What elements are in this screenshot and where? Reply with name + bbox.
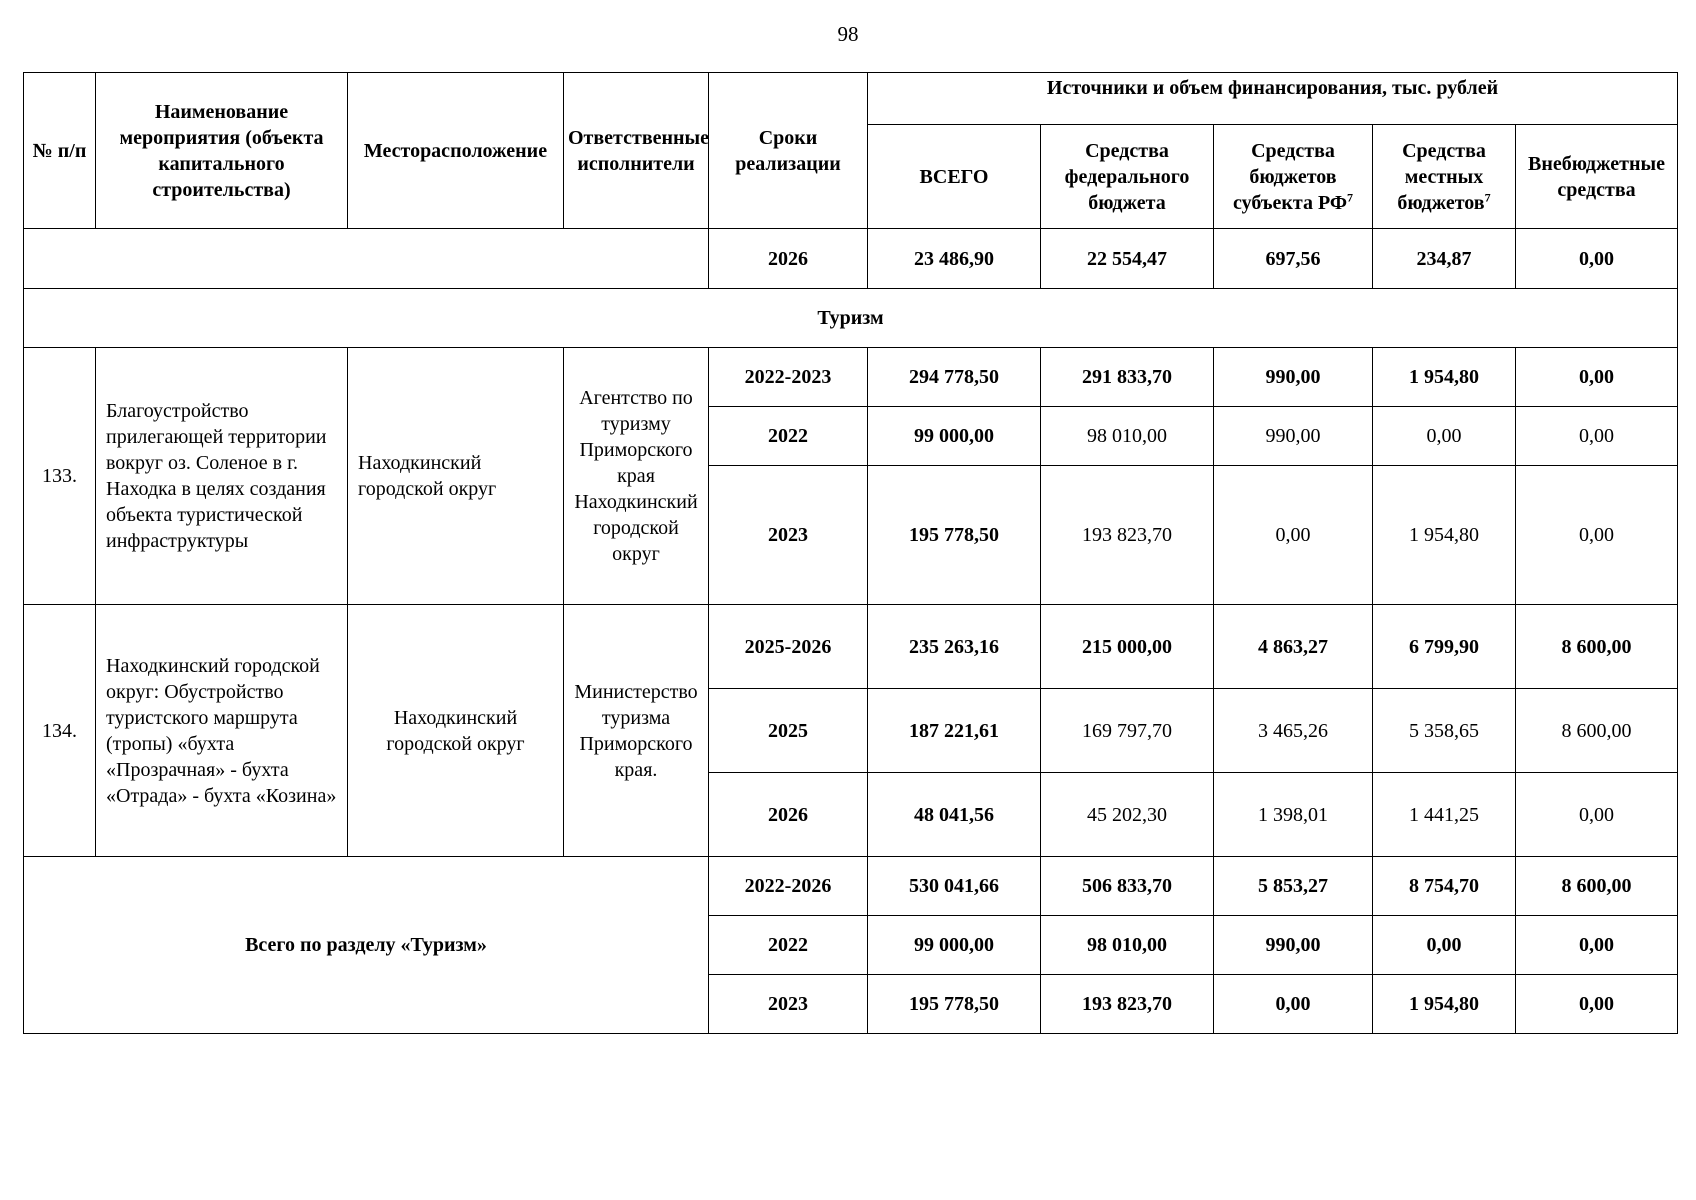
item-name: Находкинский городской округ: Обустройство туристского маршрута (тропы) «бухта «Прозрачная» - бухта «Отрада» - бухта «Козина» <box>96 605 348 857</box>
table-cell: 0,00 <box>1516 975 1678 1034</box>
header-financing: Источники и объем финансирования, тыс. рублей <box>868 73 1678 125</box>
table-cell: 187 221,61 <box>868 689 1041 773</box>
table-cell: 697,56 <box>1214 229 1373 289</box>
table-cell: 5 358,65 <box>1373 689 1516 773</box>
header-local-footnote: 7 <box>1484 189 1491 204</box>
header-name: Наименование мероприятия (объекта капитального строительства) <box>96 73 348 229</box>
table-cell: 990,00 <box>1214 916 1373 975</box>
page-number: 98 <box>837 22 859 46</box>
table-cell: 0,00 <box>1516 773 1678 857</box>
item-number: 134. <box>24 605 96 857</box>
table-cell: 8 754,70 <box>1373 857 1516 916</box>
table-cell: 990,00 <box>1214 348 1373 407</box>
table-row <box>24 348 1678 407</box>
table-cell: 8 600,00 <box>1516 857 1678 916</box>
table-cell: 23 486,90 <box>868 229 1041 289</box>
table-cell: 0,00 <box>1516 348 1678 407</box>
table-cell: 0,00 <box>1516 407 1678 466</box>
header-offbudget: Внебюджетные средства <box>1516 125 1678 229</box>
header-subject <box>1214 125 1373 229</box>
header-subject-footnote: 7 <box>1347 189 1354 204</box>
table-cell: 98 010,00 <box>1041 916 1214 975</box>
table-cell: 0,00 <box>1516 466 1678 605</box>
table-cell: 193 823,70 <box>1041 975 1214 1034</box>
table-cell: 3 465,26 <box>1214 689 1373 773</box>
table-cell: 45 202,30 <box>1041 773 1214 857</box>
table-cell: 98 010,00 <box>1041 407 1214 466</box>
header-row-1 <box>24 73 1678 125</box>
table-cell: 235 263,16 <box>868 605 1041 689</box>
table-cell: 2023 <box>709 466 868 605</box>
table-cell: 1 954,80 <box>1373 348 1516 407</box>
table-cell: 99 000,00 <box>868 916 1041 975</box>
table-cell: 2022-2026 <box>709 857 868 916</box>
table-cell: 1 954,80 <box>1373 466 1516 605</box>
table-cell: 22 554,47 <box>1041 229 1214 289</box>
summary-label: Всего по разделу «Туризм» <box>24 857 709 1034</box>
header-local-label: Средства местных бюджетов <box>1397 139 1486 214</box>
header-total: ВСЕГО <box>868 125 1041 229</box>
table-cell: 506 833,70 <box>1041 857 1214 916</box>
table-cell: 0,00 <box>1214 975 1373 1034</box>
header-num: № п/п <box>24 73 96 229</box>
item-location: Находкинский городской округ <box>348 605 564 857</box>
table-cell: 5 853,27 <box>1214 857 1373 916</box>
carry-empty <box>24 229 709 289</box>
table-cell: 0,00 <box>1373 407 1516 466</box>
item-executor: Министерство туризма Приморского края. <box>564 605 709 857</box>
summary-row <box>24 857 1678 916</box>
table-cell: 0,00 <box>1214 466 1373 605</box>
table-cell: 4 863,27 <box>1214 605 1373 689</box>
item-number: 133. <box>24 348 96 605</box>
table-cell: 6 799,90 <box>1373 605 1516 689</box>
table-cell: 2026 <box>709 773 868 857</box>
table-row <box>24 605 1678 689</box>
table-cell: 2023 <box>709 975 868 1034</box>
table-cell: 193 823,70 <box>1041 466 1214 605</box>
table-cell: 8 600,00 <box>1516 605 1678 689</box>
table-cell: 1 441,25 <box>1373 773 1516 857</box>
table-cell: 2026 <box>709 229 868 289</box>
item-executor: Агентство по туризму Приморского края Находкинский городской округ <box>564 348 709 605</box>
table-cell: 2025 <box>709 689 868 773</box>
table-cell: 48 041,56 <box>868 773 1041 857</box>
header-terms: Сроки реализации <box>709 73 868 229</box>
table-cell: 294 778,50 <box>868 348 1041 407</box>
header-location: Месторасположение <box>348 73 564 229</box>
carry-row <box>24 229 1678 289</box>
table-cell: 0,00 <box>1516 916 1678 975</box>
header-subject-label: Средства бюджетов субъекта РФ <box>1232 139 1348 214</box>
table-cell: 195 778,50 <box>868 466 1041 605</box>
section-row <box>24 289 1678 348</box>
financing-table <box>23 72 1678 1034</box>
table-cell: 2022-2023 <box>709 348 868 407</box>
table-cell: 234,87 <box>1373 229 1516 289</box>
table-cell: 1 398,01 <box>1214 773 1373 857</box>
table-cell: 99 000,00 <box>868 407 1041 466</box>
table-cell: 530 041,66 <box>868 857 1041 916</box>
section-title: Туризм <box>24 289 1678 348</box>
table-cell: 2025-2026 <box>709 605 868 689</box>
table-cell: 291 833,70 <box>1041 348 1214 407</box>
header-federal: Средства федерального бюджета <box>1041 125 1214 229</box>
item-location: Находкинский городской округ <box>348 348 564 605</box>
header-executors: Ответственные исполнители <box>564 73 709 229</box>
table-cell: 169 797,70 <box>1041 689 1214 773</box>
table-cell: 0,00 <box>1516 229 1678 289</box>
table-cell: 195 778,50 <box>868 975 1041 1034</box>
table-cell: 8 600,00 <box>1516 689 1678 773</box>
item-name: Благоустройство прилегающей территории вокруг оз. Соленое в г. Находка в целях создания объекта туристической инфраструктуры <box>96 348 348 605</box>
table-cell: 0,00 <box>1373 916 1516 975</box>
table-cell: 2022 <box>709 407 868 466</box>
table-cell: 215 000,00 <box>1041 605 1214 689</box>
table-cell: 2022 <box>709 916 868 975</box>
table-cell: 990,00 <box>1214 407 1373 466</box>
table-cell: 1 954,80 <box>1373 975 1516 1034</box>
header-local <box>1373 125 1516 229</box>
